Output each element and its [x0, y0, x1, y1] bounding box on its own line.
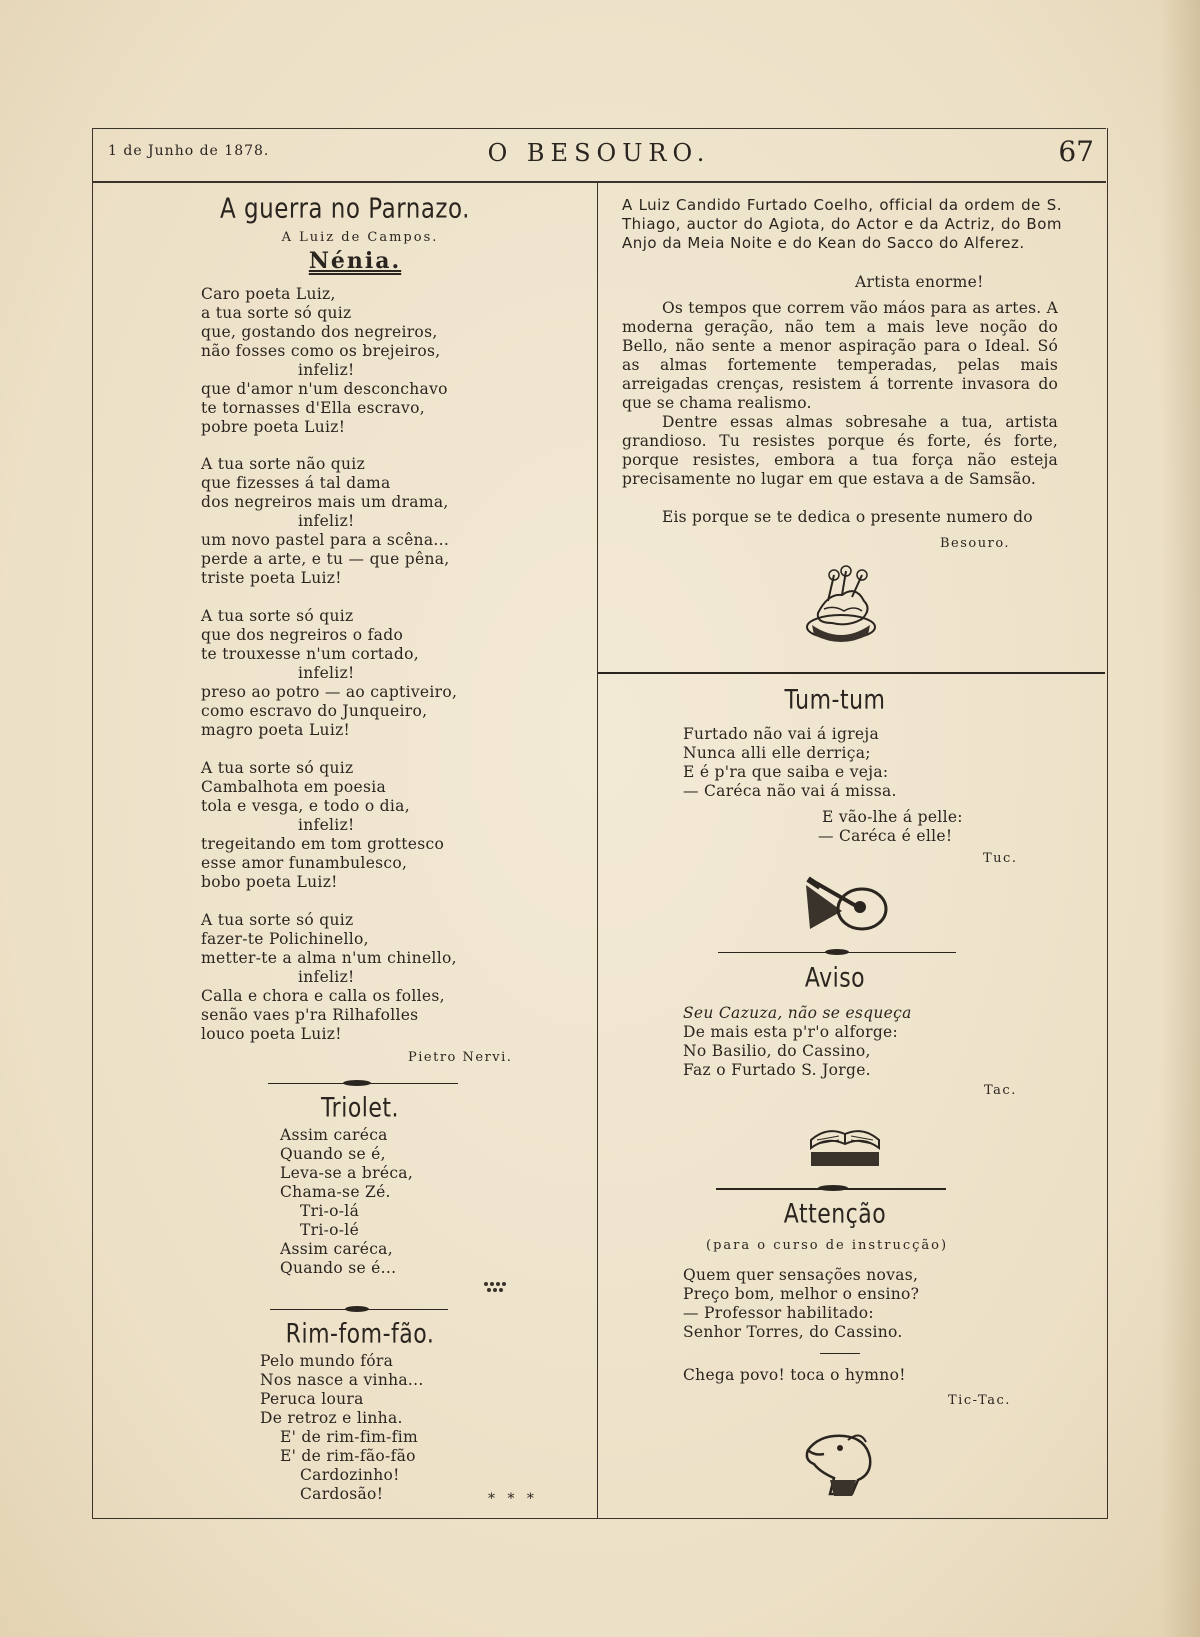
end-mark: * * *: [488, 1491, 538, 1507]
poem-line: Quando se é,: [280, 1145, 386, 1163]
poem-line: Senhor Torres, do Cassino.: [683, 1323, 903, 1341]
dedication-paragraph: Os tempos que correm vão máos para as artes. A moderna geração, não tem a mais leve noção do Bello, não sente a menor aspiração para o Ideal. Só as almas fortemente temperadas, pelas mais arreigadas crenças, resistem á torrente invasora do que se chama realismo.: [622, 299, 1058, 412]
poem-line: infeliz!: [298, 968, 355, 986]
poem-line: bobo poeta Luiz!: [201, 873, 338, 891]
poem-line: como escravo do Junqueiro,: [201, 702, 428, 720]
poem-line: louco poeta Luiz!: [201, 1025, 342, 1043]
poem-line: A tua sorte só quiz: [201, 911, 354, 929]
poem-line: fazer-te Polichinello,: [201, 930, 369, 948]
poem-line: Pelo mundo fóra: [260, 1352, 394, 1370]
poem-line: A tua sorte só quiz: [201, 759, 354, 777]
poem-line: triste poeta Luiz!: [201, 569, 342, 587]
poem-signature: Tac.: [984, 1083, 1017, 1098]
poem-refrain: E vão-lhe á pelle:: [822, 808, 963, 826]
poem-signature: Pietro Nervi.: [408, 1050, 513, 1065]
poem-signature: Tuc.: [983, 851, 1018, 866]
poem-line: — Professor habilitado:: [683, 1304, 874, 1322]
poem-line: metter-te a alma n'um chinello,: [201, 949, 457, 967]
poem-line: te trouxesse n'um cortado,: [201, 645, 419, 663]
dedication-paragraph: Eis porque se te dedica o presente numero do: [662, 508, 1033, 526]
poem-line: que, gostando dos negreiros,: [201, 323, 438, 341]
poem-line: te tornasses d'Ella escravo,: [201, 399, 425, 417]
open-book-icon: [805, 1110, 885, 1170]
poem-line: magro poeta Luiz!: [201, 721, 351, 739]
short-divider: [820, 1353, 860, 1354]
guitar-icon: [802, 873, 892, 937]
poem-line: a tua sorte só quiz: [201, 304, 352, 322]
header-title: O BESOURO.: [487, 139, 711, 167]
poem-line: que d'amor n'um desconchavo: [201, 380, 448, 398]
poem-closing: Chega povo! toca o hymno!: [683, 1366, 906, 1384]
poem-line: perde a arte, e tu — que pêna,: [201, 550, 450, 568]
poem-line: De mais esta p'r'o alforge:: [683, 1023, 899, 1041]
poem-line: infeliz!: [298, 664, 355, 682]
section-divider: [598, 672, 1105, 674]
poem-line: Cambalhota em poesia: [201, 778, 387, 796]
poem-line: que dos negreiros o fado: [201, 626, 404, 644]
poem-line: De retroz e linha.: [260, 1409, 403, 1427]
poem-line: A tua sorte não quiz: [201, 455, 366, 473]
poem-line: Quando se é...: [280, 1259, 397, 1277]
poem-line: Nos nasce a vinha...: [260, 1371, 424, 1389]
poem-line: Preço bom, melhor o ensino?: [683, 1285, 920, 1303]
poem-line: um novo pastel para a scêna...: [201, 531, 450, 549]
dedication-heading: A Luiz Candido Furtado Coelho, official da ordem de S. Thiago, auctor do Agiota, do Actor e da Actriz, do Bom Anjo da Meia Noite e do Kean do Sacco do Alferez.: [622, 196, 1062, 252]
poem-line: E é p'ra que saiba e veja:: [683, 763, 889, 781]
flower-bouquet-icon: [798, 565, 884, 647]
poem-line: esse amor funambulesco,: [201, 854, 408, 872]
poem-line: infeliz!: [298, 361, 355, 379]
poem-title: Rim-fom-fão.: [285, 1319, 435, 1350]
poem-line: Cardozinho!: [300, 1466, 400, 1484]
poem-subtitle: Nénia.: [308, 248, 402, 274]
divider-ornament: [818, 1185, 848, 1191]
poem-italic: Seu Cazuza, não se esqueça: [683, 1004, 912, 1022]
small-ornament-icon: [482, 1280, 510, 1294]
poem-line: Caro poeta Luiz,: [201, 285, 336, 303]
poem-line: que fizesses á tal dama: [201, 474, 391, 492]
poem-line: Calla e chora e calla os folles,: [201, 987, 445, 1005]
animal-head-icon: [800, 1420, 880, 1500]
poem-refrain: — Caréca é elle!: [818, 827, 953, 845]
poem-line: Faz o Furtado S. Jorge.: [683, 1061, 871, 1079]
poem-line: infeliz!: [298, 512, 355, 530]
poem-line: Chama-se Zé.: [280, 1183, 391, 1201]
poem-line: Cardosão!: [300, 1485, 384, 1503]
poem-title: Tum-tum: [784, 685, 886, 716]
poem-subtitle: (para o curso de instrucção): [706, 1238, 949, 1253]
poem-line: dos negreiros mais um drama,: [201, 493, 449, 511]
poem-line: A tua sorte só quiz: [201, 607, 354, 625]
salutation: Artista enorme!: [855, 273, 984, 291]
poem-title: Triolet.: [320, 1093, 400, 1124]
header-date: 1 de Junho de 1878.: [108, 143, 270, 159]
poem-line: tola e vesga, e todo o dia,: [201, 797, 410, 815]
column-separator: [597, 182, 598, 1518]
poem-line: tregeitando em tom grottesco: [201, 835, 445, 853]
poem-line: Leva-se a bréca,: [280, 1164, 414, 1182]
page-number: 67: [1058, 135, 1094, 168]
poem-line: preso ao potro — ao captiveiro,: [201, 683, 458, 701]
dedication-paragraph: Dentre essas almas sobresahe a tua, artista grandioso. Tu resistes porque és forte, és forte, porque resistes, embora a tua força não esteja precisamente no lugar em que estava a de Samsão.: [622, 413, 1058, 488]
poem-line: não fosses como os brejeiros,: [201, 342, 441, 360]
poem-line: Peruca loura: [260, 1390, 364, 1408]
running-header: [92, 128, 1106, 183]
poem-line: E' de rim-fão-fão: [280, 1447, 416, 1465]
poem-dedication: A Luiz de Campos.: [281, 230, 439, 245]
poem-line: [683, 1004, 912, 1022]
poem-line: Quem quer sensações novas,: [683, 1266, 919, 1284]
poem-signature: Tic-Tac.: [948, 1393, 1011, 1408]
poem-line: Assim caréca: [280, 1126, 388, 1144]
divider-ornament: [825, 949, 849, 955]
poem-title: A guerra no Parnazo.: [220, 193, 470, 225]
poem-line: Tri-o-lé: [300, 1221, 360, 1239]
poem-line: No Basilio, do Cassino,: [683, 1042, 871, 1060]
poem-line: — Caréca não vai á missa.: [683, 782, 897, 800]
poem-line: Assim caréca,: [280, 1240, 393, 1258]
dedication-signature: Besouro.: [940, 536, 1011, 551]
poem-title: Attenção: [783, 1199, 887, 1230]
poem-line: senão vaes p'ra Rilhafolles: [201, 1006, 419, 1024]
divider-ornament: [345, 1306, 369, 1312]
poem-line: Nunca alli elle derriça;: [683, 744, 871, 762]
poem-line: Tri-o-lá: [300, 1202, 360, 1220]
poem-title: Aviso: [804, 963, 866, 994]
divider-ornament: [343, 1080, 371, 1086]
poem-line: E' de rim-fim-fim: [280, 1428, 418, 1446]
poem-line: infeliz!: [298, 816, 355, 834]
poem-line: pobre poeta Luiz!: [201, 418, 346, 436]
poem-line: Furtado não vai á igreja: [683, 725, 880, 743]
page-edge-shadow: [1160, 0, 1200, 1637]
